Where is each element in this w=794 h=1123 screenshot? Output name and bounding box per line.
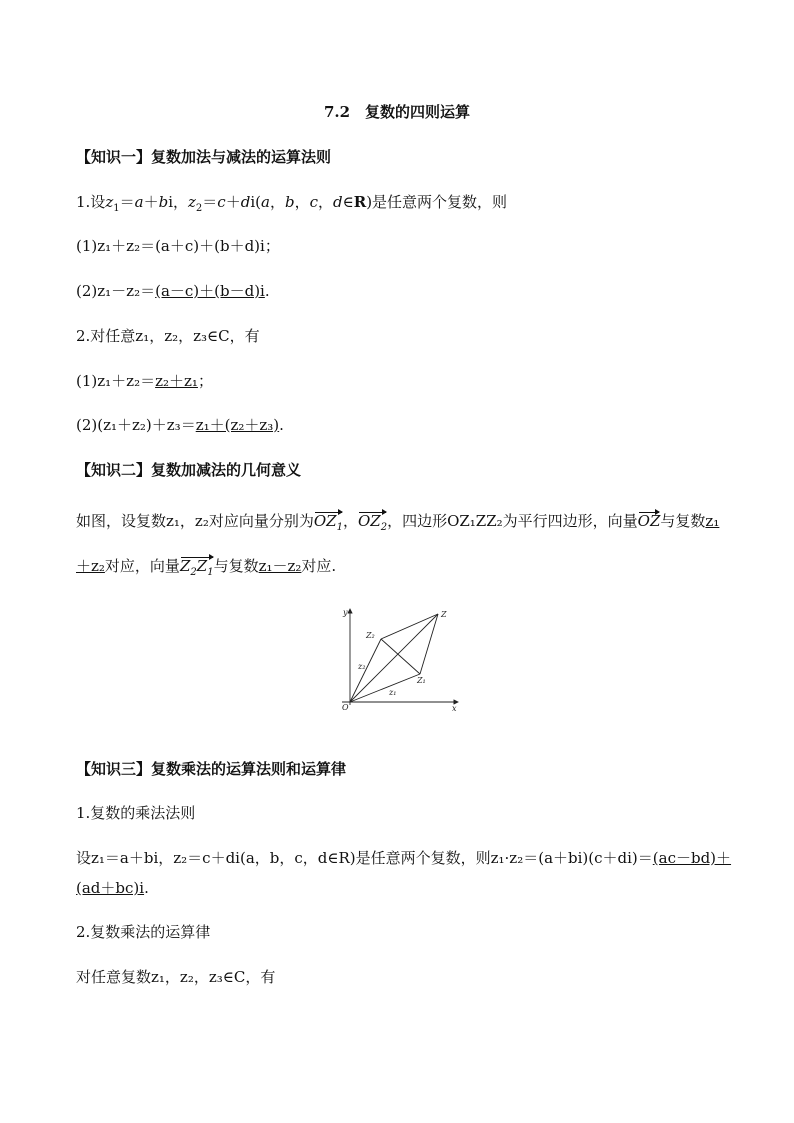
item1-suffix: 是任意两个复数，则 [372, 193, 508, 211]
addition-rule: (1)z₁＋z₂＝(a＋c)＋(b＋d)i； [76, 237, 280, 255]
answer-difference: z₁－z₂ [258, 557, 302, 575]
associative-law: (2)(z₁＋z₂)＋z₃＝z₁＋(z₂＋z₃). [76, 416, 284, 434]
subtraction-rule: (2)z₁－z₂＝(a－c)＋(b－d)i. [76, 282, 270, 300]
multiplication-rule-line2: (ad＋bc)i. [76, 879, 149, 897]
label-y: y [343, 608, 348, 617]
item1-prefix: 1.设 [76, 193, 106, 211]
label-z1: z₁ [389, 688, 397, 697]
section1-heading: 【知识一】复数加法与减法的运算法则 [76, 148, 332, 166]
section3-sub1: 1.复数的乘法法则 [76, 804, 196, 822]
multiplication-answer-part2: (ad＋bc)i [76, 879, 145, 897]
section1-item1: 1.设$z_1=a+bi$，$z_2=c+di(a$，b，c，d∈R)是任意两个复数，则 [76, 193, 508, 214]
section3-sub2: 2.复数乘法的运算律 [76, 923, 211, 941]
associative-answer: z₁＋(z₂＋z₃) [195, 416, 280, 434]
section2-paragraph-line2: ＋z₂对应，向量$Z_2Z_1$与复数z₁－z₂对应. [76, 556, 336, 583]
label-z2: z₂ [358, 662, 366, 671]
answer-sum-part1: z₁ [705, 512, 720, 530]
section1-item2: 2.对任意z₁，z₂，z₃∈C，有 [76, 327, 260, 345]
label-Z: Z [441, 610, 447, 619]
answer-sum-part2: ＋z₂ [76, 557, 105, 575]
parallelogram-figure [330, 603, 464, 717]
label-x: x [452, 704, 457, 713]
multiplication-rule-line1: 设z₁＝a＋bi，z₂＝c＋di(a，b，c，d∈R)是任意两个复数，则z₁·z₂＝(a＋bi)(c＋di)＝(ac－bd)＋ [76, 849, 732, 867]
label-O: O [342, 703, 349, 712]
label-Z2: Z₂ [366, 631, 375, 640]
section2-heading: 【知识二】复数加减法的几何意义 [76, 461, 302, 479]
label-Z1: Z₁ [417, 676, 426, 685]
multiplication-answer-part1: (ac－bd)＋ [652, 849, 732, 867]
section3-closing: 对任意复数z₁，z₂，z₃∈C，有 [76, 968, 276, 986]
commutative-law: (1)z₁＋z₂＝z₂＋z₁； [76, 372, 213, 390]
section2-paragraph-line1: 如图，设复数z₁，z₂对应向量分别为$OZ_1$，$OZ_2$，四边形OZ₁ZZ₂为平行四边形，向量OZ与复数z₁ [76, 511, 719, 538]
section3-heading: 【知识三】复数乘法的运算法则和运算律 [76, 760, 347, 778]
commutative-answer: z₂＋z₁ [155, 372, 198, 390]
page-title: 7.2 复数的四则运算 [323, 103, 471, 121]
subtraction-answer: (a－c)＋(b－d)i [155, 282, 265, 300]
